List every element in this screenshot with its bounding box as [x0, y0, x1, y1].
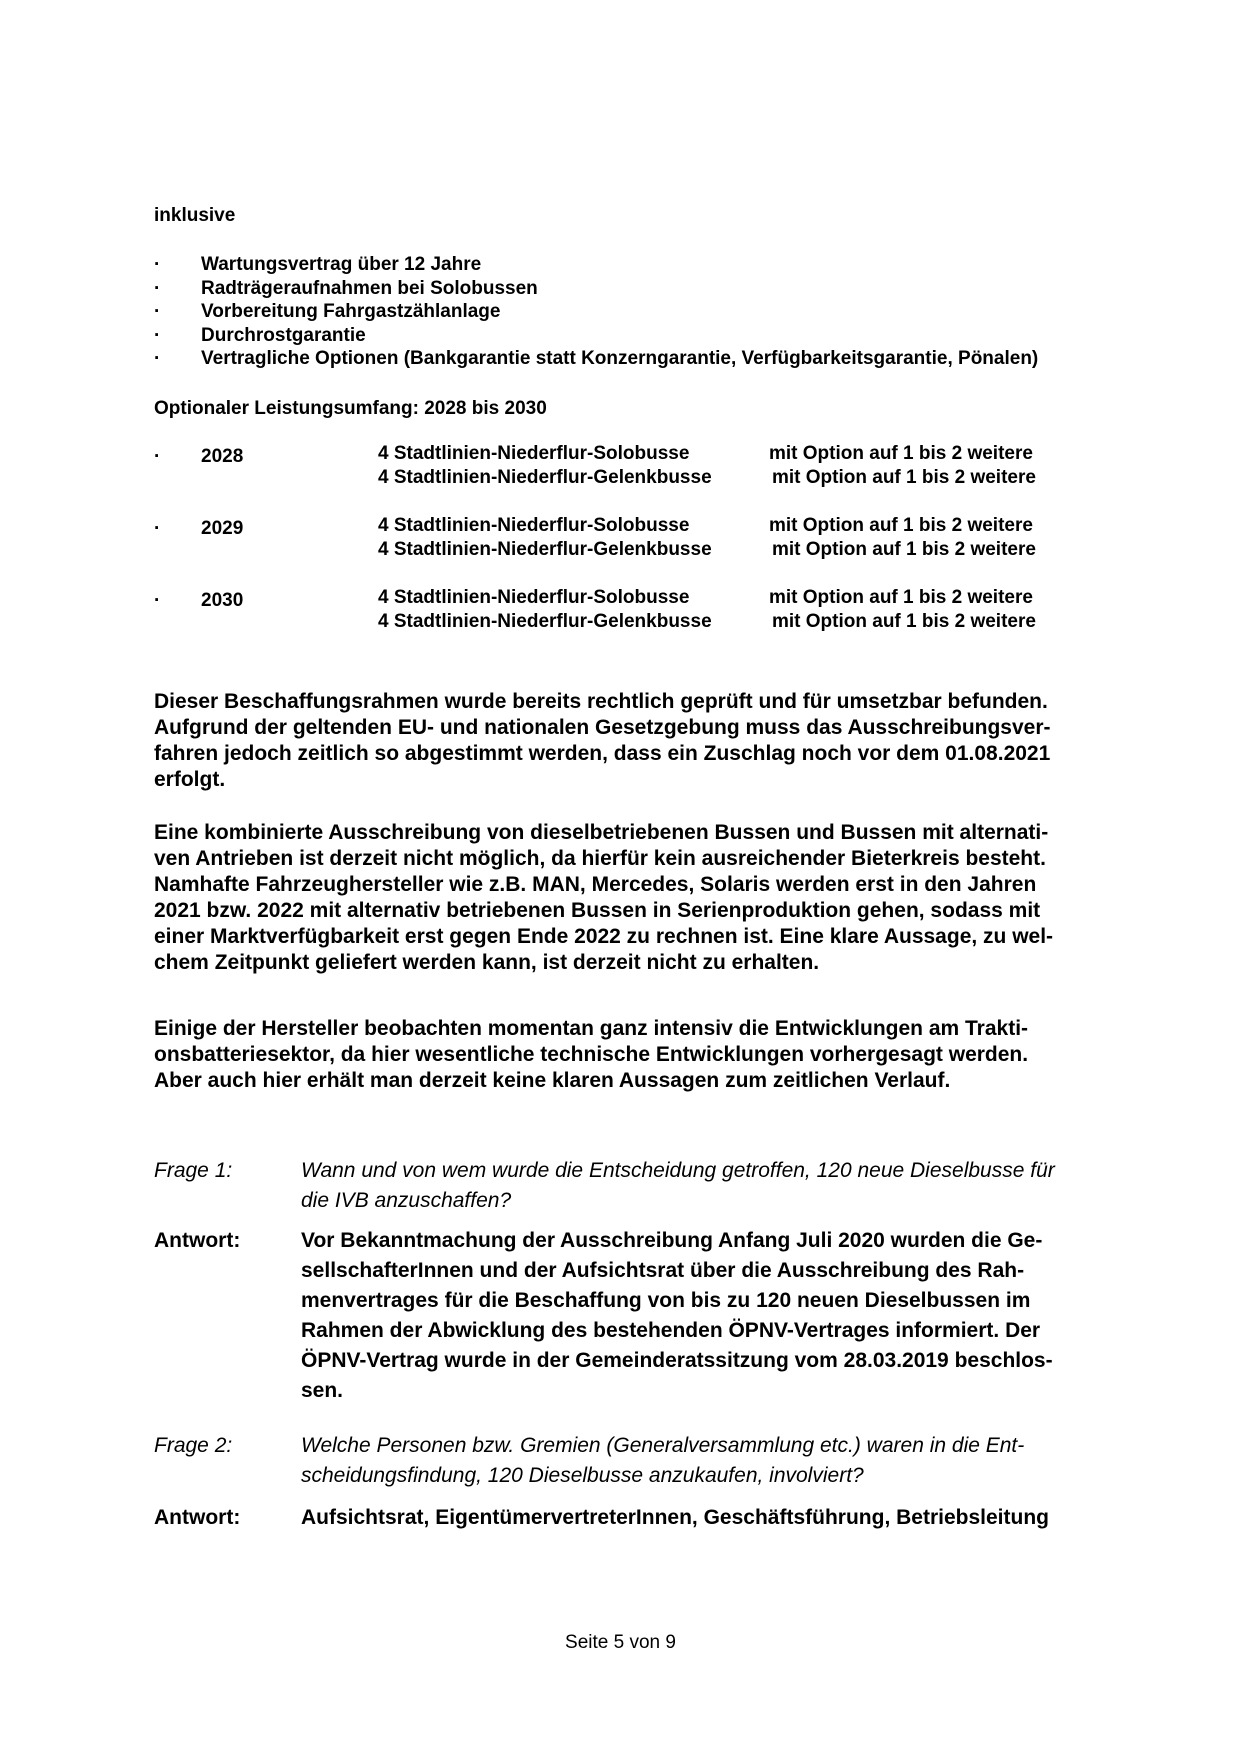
paragraph-line: Aber auch hier erhält man derzeit keine klaren Aussagen zum zeitlichen Verlauf. [154, 1069, 951, 1092]
answer-text [301, 1503, 1181, 1533]
list-item [154, 324, 1154, 348]
list-item [154, 253, 1154, 277]
vehicle-line: 4 Stadtlinien-Niederflur-Solobusse [378, 443, 690, 464]
paragraph-line: Aufgrund der geltenden EU- und nationalen Gesetzgebung muss das Ausschreibungsver- [154, 716, 1051, 739]
answer-text [301, 1226, 1181, 1406]
paragraph-battery-sector [154, 1016, 1154, 1094]
paragraph-line: erfolgt. [154, 768, 226, 791]
paragraph-legal-review [154, 689, 1154, 793]
answer-line: ÖPNV-Vertrag wurde in der Gemeinderatssitzung vom 28.03.2019 beschlos- [301, 1349, 1053, 1372]
year-label: 2028 [201, 446, 244, 467]
list-item-text: Vertragliche Optionen (Bankgarantie statt Konzerngarantie, Verfügbarkeitsgarantie, Pönalen) [201, 348, 1039, 369]
answer-line: sellschafterInnen und der Aufsichtsrat über die Ausschreibung des Rah- [301, 1259, 1025, 1282]
paragraph-line: onsbatteriesektor, da hier wesentliche technische Entwicklungen vorhergesagt werden. [154, 1043, 1029, 1066]
year-label: 2029 [201, 518, 244, 539]
answer-line: sen. [301, 1379, 344, 1402]
question-line: Wann und von wem wurde die Entscheidung getroffen, 120 neue Dieselbusse für [301, 1159, 1055, 1182]
paragraph-line: einer Marktverfügbarkeit erst gegen Ende 2022 zu rechnen ist. Eine klare Aussage, zu wel- [154, 925, 1054, 948]
bullet-icon: · [154, 518, 161, 539]
intro-text: inklusive [154, 205, 236, 226]
question-line: scheidungsfindung, 120 Dieselbusse anzukaufen, involviert? [301, 1464, 864, 1487]
vehicle-line: 4 Stadtlinien-Niederflur-Solobusse [378, 515, 690, 536]
bullet-icon: · [154, 324, 161, 346]
paragraph-line: 2021 bzw. 2022 mit alternativ betriebenen Bussen in Serienproduktion gehen, sodass mit [154, 899, 1041, 922]
year-item-2028 [154, 443, 1154, 518]
included-items-list [154, 253, 1154, 371]
year-label: 2030 [201, 590, 244, 611]
answer-line: menvertrages für die Beschaffung von bis zu 120 neuen Dieselbussen im [301, 1289, 1031, 1312]
paragraph-line: Namhafte Fahrzeughersteller wie z.B. MAN, Mercedes, Solaris werden erst in den Jahren [154, 873, 1037, 896]
bullet-icon: · [154, 254, 161, 275]
answer-label: Antwort: [154, 1506, 241, 1529]
option-line: mit Option auf 1 bis 2 weitere [772, 611, 1036, 632]
answer-line: Vor Bekanntmachung der Ausschreibung Anfang Juli 2020 wurden die Ge- [301, 1229, 1043, 1252]
optional-years-list [154, 443, 1154, 662]
bullet-icon: · [154, 446, 161, 467]
bullet-icon: · [154, 277, 161, 299]
paragraph-line: fahren jedoch zeitlich so abgestimmt werden, dass ein Zuschlag noch vor dem 01.08.2021 [154, 742, 1051, 765]
question-label: Frage 1: [154, 1159, 233, 1182]
paragraph-line: chem Zeitpunkt geliefert werden kann, ist derzeit nicht zu erhalten. [154, 951, 820, 974]
paragraph-line: Dieser Beschaffungsrahmen wurde bereits rechtlich geprüft und für umsetzbar befunden. [154, 690, 1048, 713]
list-item [154, 300, 1154, 324]
paragraph-alternative-drives [154, 820, 1154, 976]
question-line: Welche Personen bzw. Gremien (Generalversammlung etc.) waren in die Ent- [301, 1434, 1025, 1457]
list-item-text: Wartungsvertrag über 12 Jahre [201, 254, 482, 275]
list-item [154, 277, 1154, 301]
optional-scope-heading: Optionaler Leistungsumfang: 2028 bis 2030 [154, 398, 547, 419]
vehicle-line: 4 Stadtlinien-Niederflur-Gelenkbusse [378, 539, 712, 560]
paragraph-line: Eine kombinierte Ausschreibung von dieselbetriebenen Bussen und Bussen mit alternati- [154, 821, 1049, 844]
list-item-text: Durchrostgarantie [201, 324, 366, 346]
answer-label: Antwort: [154, 1229, 241, 1252]
vehicle-line: 4 Stadtlinien-Niederflur-Solobusse [378, 587, 690, 608]
list-item-text: Radträgeraufnahmen bei Solobussen [201, 277, 538, 299]
option-line: mit Option auf 1 bis 2 weitere [769, 587, 1033, 608]
year-item-2029 [154, 515, 1154, 590]
list-item-text: Vorbereitung Fahrgastzählanlage [201, 301, 501, 322]
question-line: die IVB anzuschaffen? [301, 1189, 512, 1212]
bullet-icon: · [154, 301, 161, 322]
year-item-2030 [154, 587, 1154, 662]
vehicle-line: 4 Stadtlinien-Niederflur-Gelenkbusse [378, 467, 712, 488]
option-line: mit Option auf 1 bis 2 weitere [772, 467, 1036, 488]
bullet-icon: · [154, 348, 161, 369]
paragraph-line: Einige der Hersteller beobachten momentan ganz intensiv die Entwicklungen am Trakti- [154, 1017, 1029, 1040]
option-line: mit Option auf 1 bis 2 weitere [769, 443, 1033, 464]
paragraph-line: ven Antrieben ist derzeit nicht möglich, da hierfür kein ausreichender Bieterkreis besteht. [154, 847, 1046, 870]
answer-line: Aufsichtsrat, EigentümervertreterInnen, Geschäftsführung, Betriebsleitung [301, 1506, 1049, 1529]
vehicle-line: 4 Stadtlinien-Niederflur-Gelenkbusse [378, 611, 712, 632]
option-line: mit Option auf 1 bis 2 weitere [772, 539, 1036, 560]
question-text [301, 1431, 1181, 1491]
answer-line: Rahmen der Abwicklung des bestehenden ÖPNV-Vertrages informiert. Der [301, 1319, 1041, 1342]
page-number: Seite 5 von 9 [565, 1632, 676, 1653]
list-item [154, 347, 1154, 371]
question-label: Frage 2: [154, 1434, 233, 1457]
question-text [301, 1156, 1181, 1216]
bullet-icon: · [154, 590, 161, 611]
option-line: mit Option auf 1 bis 2 weitere [769, 515, 1033, 536]
